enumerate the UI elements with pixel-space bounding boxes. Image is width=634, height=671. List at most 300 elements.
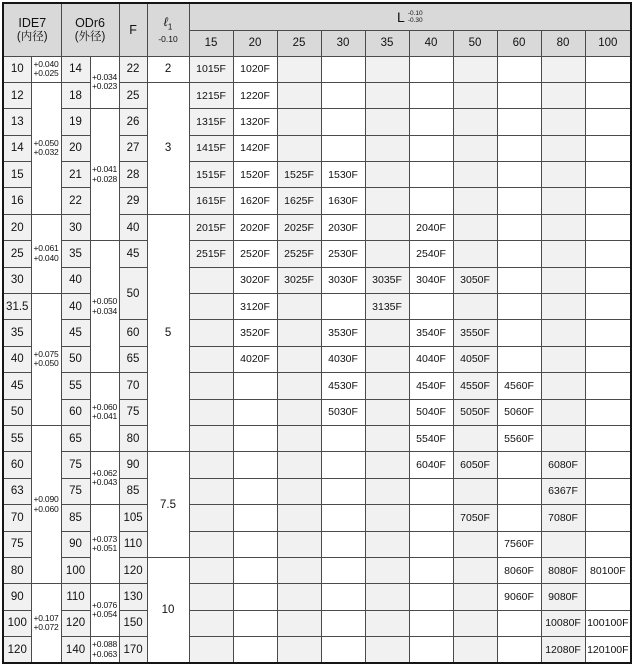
part-number-cell: 1525F [277,162,321,188]
empty-cell [321,557,365,583]
spec-row [3,452,631,478]
header-row-top [3,3,631,30]
empty-cell [497,346,541,372]
inner-diameter-cell: 80 [3,557,31,583]
od-tolerance-cell [90,452,119,505]
part-number-cell: 3020F [233,267,277,293]
empty-cell [585,241,631,267]
id-tolerance-cell [31,214,61,293]
inner-diameter-cell: 20 [3,214,31,240]
length-size-header: 25 [277,30,321,56]
outer-diameter-cell: 19 [61,109,90,135]
empty-cell [189,320,233,346]
f-dimension-cell: 50 [119,267,147,320]
empty-cell [321,452,365,478]
empty-cell [497,478,541,504]
part-number-cell: 3025F [277,267,321,293]
f-dimension-cell: 27 [119,135,147,161]
empty-cell [233,584,277,610]
empty-cell [277,109,321,135]
part-number-cell: 2520F [233,241,277,267]
outer-diameter-cell: 35 [61,241,90,267]
inner-diameter-cell: 75 [3,531,31,557]
empty-cell [365,452,409,478]
empty-cell [321,531,365,557]
tolerance-lower: +0.034 [92,305,118,316]
part-number-cell: 2030F [321,214,365,240]
empty-cell [277,531,321,557]
inner-diameter-cell: 120 [3,637,31,663]
l1-header-symbol: ℓ$_1$ [163,15,173,32]
tolerance-upper: +0.076 [92,599,118,610]
empty-cell [453,162,497,188]
f-dimension-cell: 110 [119,531,147,557]
l1-dimension-cell: 7.5 [147,452,189,558]
empty-cell [453,109,497,135]
empty-cell [409,610,453,636]
part-number-cell: 2515F [189,241,233,267]
spec-row [3,584,631,610]
inner-diameter-cell: 10 [3,56,31,82]
empty-cell [541,267,585,293]
id-header-title: IDE7 [18,15,47,30]
part-number-cell: 120100F [585,637,631,663]
part-number-cell: 6367F [541,478,585,504]
table-body [3,56,631,663]
empty-cell [321,637,365,663]
empty-cell [541,82,585,108]
part-number-cell: 100100F [585,610,631,636]
tolerance-lower: +0.043 [92,477,118,488]
outer-diameter-cell: 45 [61,320,90,346]
l1-dimension-cell: 2 [147,56,189,82]
part-number-cell: 1620F [233,188,277,214]
id-column-header [3,3,61,56]
inner-diameter-cell: 63 [3,478,31,504]
empty-cell [321,505,365,531]
f-column-header: F [119,3,147,56]
part-number-cell: 1015F [189,56,233,82]
empty-cell [233,452,277,478]
empty-cell [321,109,365,135]
empty-cell [277,425,321,451]
inner-diameter-cell: 30 [3,267,31,293]
part-number-cell: 2020F [233,214,277,240]
empty-cell [365,82,409,108]
tolerance-lower: +0.060 [33,503,59,514]
empty-cell [365,373,409,399]
part-number-cell: 5030F [321,399,365,425]
tolerance-upper: +0.034 [92,71,118,82]
f-dimension-cell: 105 [119,505,147,531]
empty-cell [277,505,321,531]
inner-diameter-cell: 14 [3,135,31,161]
empty-cell [409,109,453,135]
tolerance-lower: +0.050 [33,358,59,369]
empty-cell [321,584,365,610]
empty-cell [497,294,541,320]
part-number-cell: 1615F [189,188,233,214]
empty-cell [365,584,409,610]
empty-cell [409,478,453,504]
length-header-title: L [397,8,405,25]
length-size-header: 30 [321,30,365,56]
tolerance-upper: +0.050 [92,296,118,307]
empty-cell [365,505,409,531]
part-number-cell: 3050F [453,267,497,293]
tolerance-lower: +0.040 [33,252,59,263]
empty-cell [585,505,631,531]
empty-cell [277,346,321,372]
empty-cell [409,188,453,214]
tolerance-lower: +0.072 [33,622,59,633]
empty-cell [497,610,541,636]
part-number-cell: 2540F [409,241,453,267]
empty-cell [409,531,453,557]
id-header-subtitle: (内径) [16,30,48,43]
tolerance-upper: +0.088 [92,639,118,650]
inner-diameter-cell: 60 [3,452,31,478]
empty-cell [189,531,233,557]
empty-cell [585,267,631,293]
f-dimension-cell: 22 [119,56,147,82]
empty-cell [365,241,409,267]
part-number-cell: 1415F [189,135,233,161]
empty-cell [453,425,497,451]
part-number-cell: 7080F [541,505,585,531]
part-number-cell: 8080F [541,557,585,583]
inner-diameter-cell: 40 [3,346,31,372]
f-dimension-cell: 150 [119,610,147,636]
empty-cell [585,425,631,451]
length-size-header: 80 [541,30,585,56]
empty-cell [497,135,541,161]
outer-diameter-cell: 140 [61,637,90,663]
empty-cell [277,584,321,610]
part-number-cell: 9080F [541,584,585,610]
outer-diameter-cell: 30 [61,214,90,240]
empty-cell [541,56,585,82]
part-number-cell: 4030F [321,346,365,372]
empty-cell [409,82,453,108]
od-column-header [61,3,119,56]
empty-cell [453,188,497,214]
part-number-cell: 3530F [321,320,365,346]
empty-cell [233,557,277,583]
empty-cell [189,610,233,636]
od-tolerance-cell [90,637,119,663]
empty-cell [585,478,631,504]
empty-cell [321,56,365,82]
tolerance-lower: +0.041 [92,411,118,422]
length-header-tolerance: -0.10 -0.30 [407,9,423,24]
inner-diameter-cell: 25 [3,241,31,267]
part-number-cell: 3550F [453,320,497,346]
f-dimension-cell: 28 [119,162,147,188]
inner-diameter-cell: 50 [3,399,31,425]
spec-row [3,373,631,399]
empty-cell [453,294,497,320]
f-dimension-cell: 130 [119,584,147,610]
part-number-cell: 3120F [233,294,277,320]
empty-cell [233,610,277,636]
inner-diameter-cell: 45 [3,373,31,399]
part-number-cell: 4050F [453,346,497,372]
part-number-cell: 1320F [233,109,277,135]
id-tolerance-cell [31,56,61,82]
empty-cell [453,610,497,636]
empty-cell [321,610,365,636]
empty-cell [585,109,631,135]
outer-diameter-cell: 90 [61,531,90,557]
tolerance-upper: +0.075 [33,348,59,359]
l1-dimension-cell: 5 [147,214,189,452]
l1-column-header [147,3,189,56]
empty-cell [321,478,365,504]
empty-cell [365,135,409,161]
part-number-cell: 1625F [277,188,321,214]
empty-cell [365,425,409,451]
f-dimension-cell: 25 [119,82,147,108]
outer-diameter-cell: 40 [61,294,90,320]
length-size-header: 40 [409,30,453,56]
tolerance-upper: +0.040 [33,58,59,69]
empty-cell [497,162,541,188]
empty-cell [585,531,631,557]
part-number-cell: 4550F [453,373,497,399]
tolerance-upper: +0.060 [92,401,118,412]
part-number-cell: 4530F [321,373,365,399]
empty-cell [585,188,631,214]
empty-cell [541,162,585,188]
empty-cell [541,320,585,346]
empty-cell [541,399,585,425]
empty-cell [365,531,409,557]
spec-row [3,109,631,135]
empty-cell [497,320,541,346]
empty-cell [585,399,631,425]
empty-cell [497,214,541,240]
empty-cell [585,320,631,346]
empty-cell [365,637,409,663]
inner-diameter-cell: 16 [3,188,31,214]
empty-cell [541,214,585,240]
empty-cell [541,294,585,320]
dimension-spec-table [2,2,632,664]
od-header-title: ODr6 [75,15,105,30]
part-number-cell: 1020F [233,56,277,82]
part-number-cell: 7050F [453,505,497,531]
empty-cell [541,346,585,372]
length-column-header [189,3,631,30]
empty-cell [409,505,453,531]
tolerance-upper: +0.107 [33,612,59,623]
tolerance-lower: +0.063 [92,648,118,659]
outer-diameter-cell: 21 [61,162,90,188]
tolerance-lower: +0.054 [92,609,118,620]
part-number-cell: 2015F [189,214,233,240]
empty-cell [321,82,365,108]
part-number-cell: 10080F [541,610,585,636]
tolerance-upper: +0.090 [33,494,59,505]
inner-diameter-cell: 13 [3,109,31,135]
spec-row [3,241,631,267]
outer-diameter-cell: 110 [61,584,90,610]
empty-cell [233,505,277,531]
outer-diameter-cell: 20 [61,135,90,161]
empty-cell [365,320,409,346]
length-size-header: 35 [365,30,409,56]
part-number-cell: 1530F [321,162,365,188]
tolerance-lower: +0.023 [92,81,118,92]
empty-cell [189,584,233,610]
empty-cell [585,346,631,372]
empty-cell [277,135,321,161]
empty-cell [233,399,277,425]
empty-cell [453,637,497,663]
empty-cell [497,637,541,663]
empty-cell [233,425,277,451]
part-number-cell: 1220F [233,82,277,108]
l1-dimension-cell: 3 [147,82,189,214]
outer-diameter-cell: 100 [61,557,90,583]
empty-cell [321,135,365,161]
tolerance-upper: +0.041 [92,164,118,175]
empty-cell [189,267,233,293]
empty-cell [453,82,497,108]
empty-cell [497,452,541,478]
part-number-cell: 4540F [409,373,453,399]
empty-cell [585,373,631,399]
length-size-header: 50 [453,30,497,56]
outer-diameter-cell: 50 [61,346,90,372]
empty-cell [497,188,541,214]
tolerance-lower: +0.032 [33,147,59,158]
empty-cell [189,452,233,478]
od-tolerance-cell [90,241,119,373]
tolerance-upper: +0.061 [33,243,59,254]
empty-cell [277,82,321,108]
empty-cell [541,531,585,557]
empty-cell [585,584,631,610]
part-number-cell: 1515F [189,162,233,188]
f-dimension-cell: 70 [119,373,147,399]
part-number-cell: 5560F [497,425,541,451]
spec-row [3,637,631,663]
empty-cell [189,505,233,531]
spec-row [3,56,631,82]
empty-cell [189,557,233,583]
empty-cell [453,557,497,583]
tolerance-upper: +0.050 [33,137,59,148]
empty-cell [409,557,453,583]
outer-diameter-cell: 75 [61,478,90,504]
empty-cell [189,399,233,425]
inner-diameter-cell: 31.5 [3,294,31,320]
empty-cell [189,294,233,320]
part-number-cell: 3135F [365,294,409,320]
id-tolerance-cell [31,425,61,583]
part-number-cell: 5050F [453,399,497,425]
empty-cell [233,373,277,399]
empty-cell [277,294,321,320]
empty-cell [453,531,497,557]
outer-diameter-cell: 75 [61,452,90,478]
empty-cell [453,584,497,610]
empty-cell [409,584,453,610]
empty-cell [541,425,585,451]
part-number-cell: 5060F [497,399,541,425]
id-tolerance-cell [31,584,61,663]
length-size-header: 100 [585,30,631,56]
empty-cell [585,452,631,478]
empty-cell [497,241,541,267]
f-dimension-cell: 85 [119,478,147,504]
f-dimension-cell: 80 [119,425,147,451]
empty-cell [189,373,233,399]
od-tolerance-cell [90,373,119,452]
empty-cell [233,531,277,557]
empty-cell [409,135,453,161]
empty-cell [189,425,233,451]
empty-cell [497,82,541,108]
empty-cell [277,320,321,346]
empty-cell [189,478,233,504]
f-dimension-cell: 75 [119,399,147,425]
id-tolerance-cell [31,294,61,426]
od-tolerance-cell [90,584,119,637]
empty-cell [277,452,321,478]
part-number-cell: 3540F [409,320,453,346]
empty-cell [233,478,277,504]
outer-diameter-cell: 40 [61,267,90,293]
empty-cell [585,294,631,320]
outer-diameter-cell: 60 [61,399,90,425]
part-number-cell: 6040F [409,452,453,478]
empty-cell [453,478,497,504]
part-number-cell: 6080F [541,452,585,478]
part-number-cell: 6050F [453,452,497,478]
od-tolerance-cell [90,109,119,241]
l1-header-tolerance: -0.10 [158,33,178,44]
f-dimension-cell: 26 [119,109,147,135]
inner-diameter-cell: 55 [3,425,31,451]
empty-cell [409,56,453,82]
length-size-header: 20 [233,30,277,56]
f-dimension-cell: 45 [119,241,147,267]
part-number-cell: 2530F [321,241,365,267]
empty-cell [277,637,321,663]
part-number-cell: 2525F [277,241,321,267]
part-number-cell: 9060F [497,584,541,610]
empty-cell [453,214,497,240]
id-tolerance-cell [31,82,61,214]
empty-cell [365,214,409,240]
empty-cell [541,109,585,135]
empty-cell [409,637,453,663]
outer-diameter-cell: 14 [61,56,90,82]
empty-cell [321,425,365,451]
empty-cell [365,478,409,504]
empty-cell [453,56,497,82]
empty-cell [453,241,497,267]
empty-cell [365,188,409,214]
f-dimension-cell: 65 [119,346,147,372]
inner-diameter-cell: 100 [3,610,31,636]
outer-diameter-cell: 22 [61,188,90,214]
tolerance-lower: +0.025 [33,68,59,79]
empty-cell [277,373,321,399]
